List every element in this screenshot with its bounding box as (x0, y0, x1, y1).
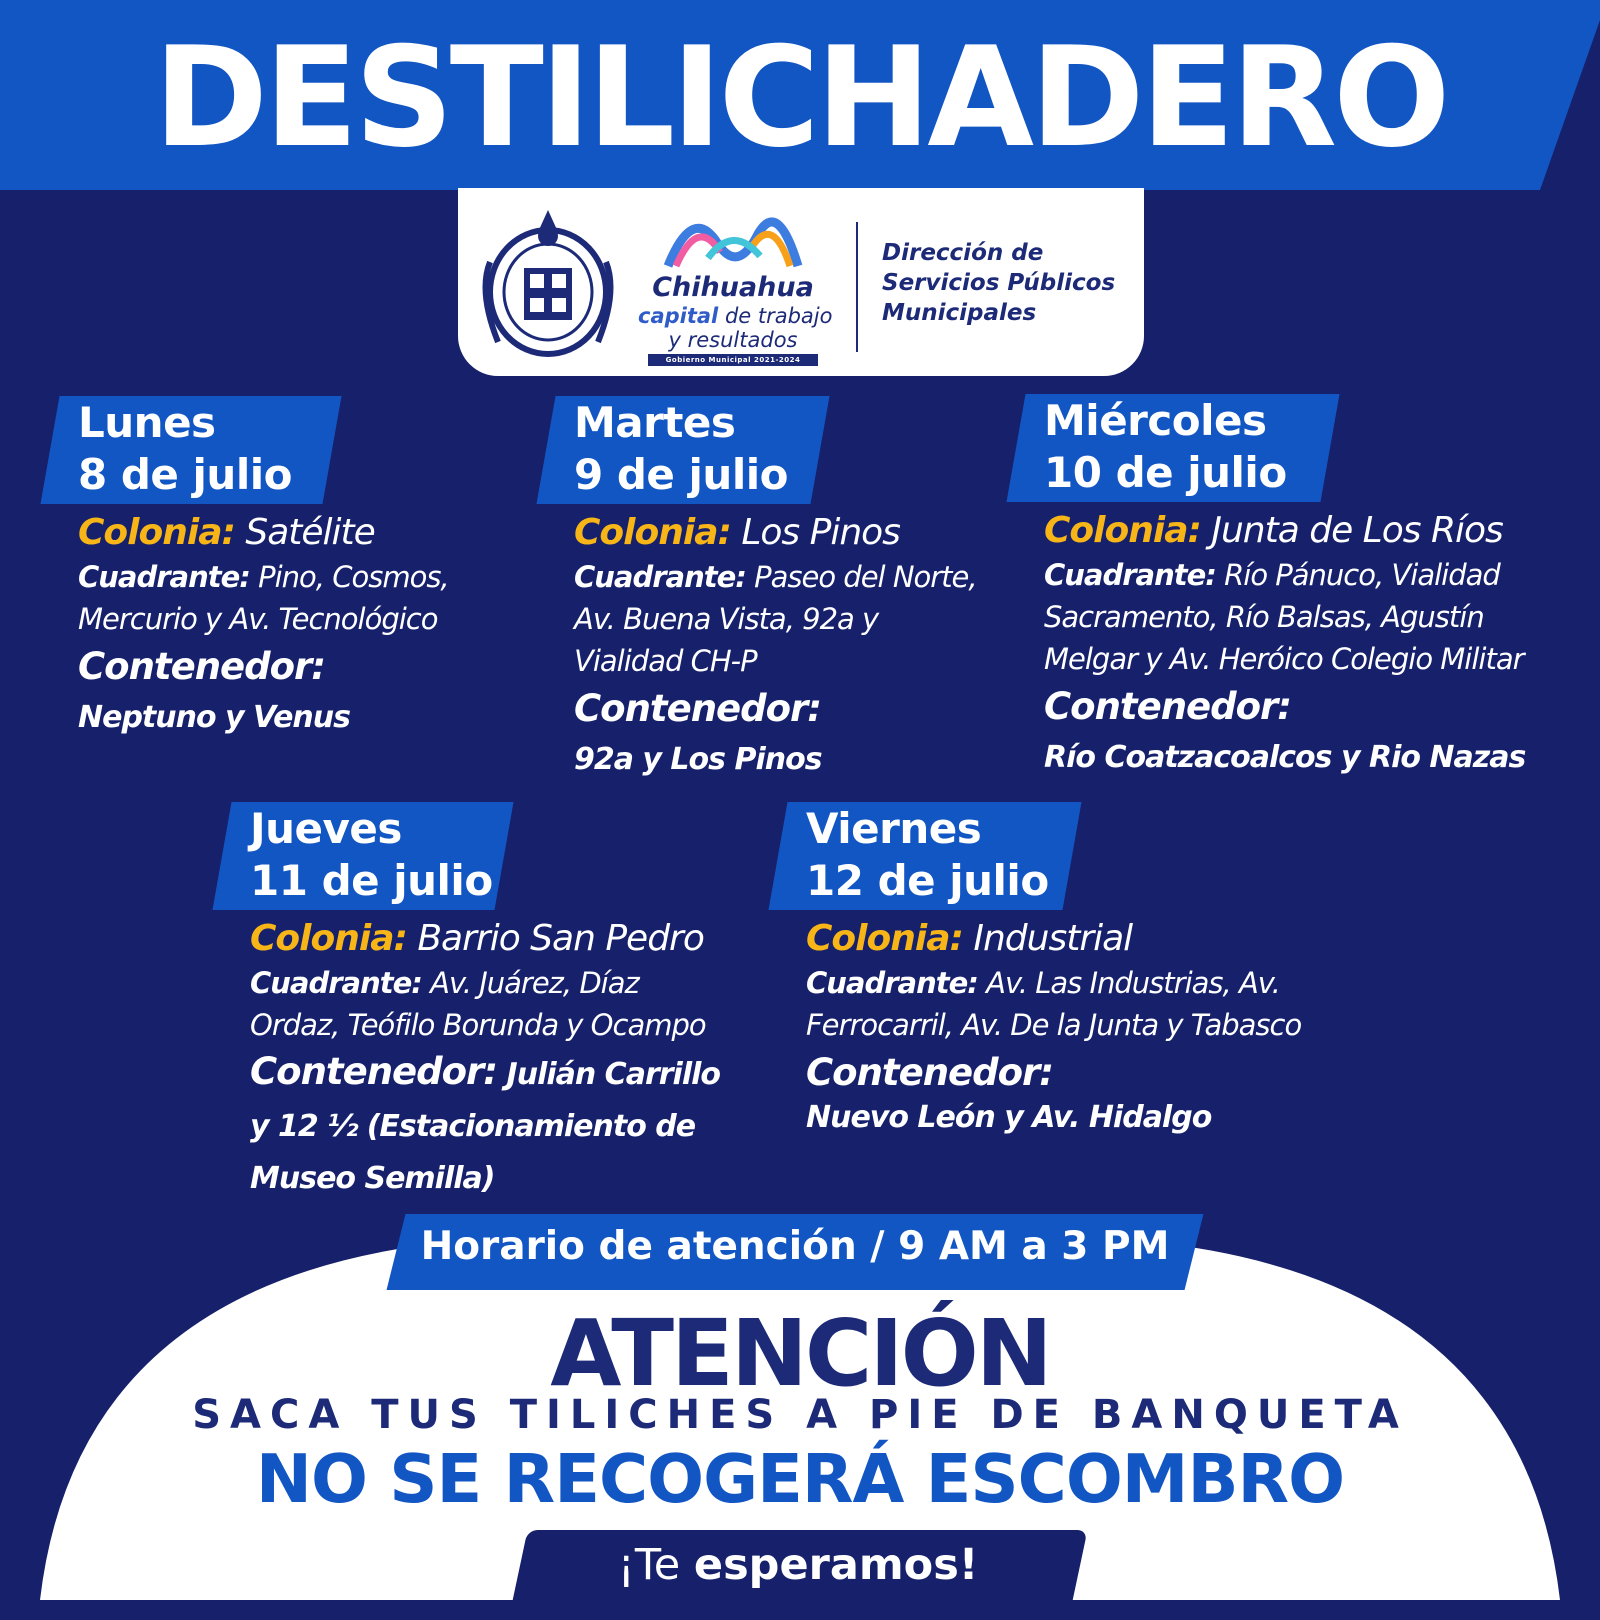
cuadrante-value: Pino, Cosmos, Mercurio y Av. Tecnológico (78, 560, 449, 636)
colonia-value: Barrio San Pedro (417, 918, 704, 959)
attention-title: ATENCIÓN (550, 1300, 1050, 1407)
hours-text: Horario de atención / 9 AM a 3 PM (420, 1224, 1170, 1269)
contenedor-value: Río Coatzacoalcos y Rio Nazas (1044, 740, 1526, 775)
contenedor-label: Contenedor: (806, 1051, 1054, 1094)
colonia-value: Los Pinos (741, 512, 900, 553)
contenedor-label: Contenedor: (78, 645, 326, 688)
day-name: Miércoles (1044, 396, 1267, 445)
page-title: DESTILICHADERO (153, 17, 1447, 178)
closing-text-bold: esperamos! (693, 1540, 979, 1590)
department-name: Dirección de Servicios Públicos Municipales (882, 240, 1116, 326)
closing-text (518, 1540, 1078, 1590)
contenedor-value: Nuevo León y Av. Hidalgo (806, 1100, 1212, 1135)
colonia-label: Colonia: (250, 918, 407, 959)
city-tagline-line2: y resultados (668, 328, 798, 352)
day-name: Lunes (78, 398, 216, 447)
colonia-label: Colonia: (1044, 510, 1201, 551)
cuadrante-value: Av. Juárez, Díaz Ordaz, Teófilo Borunda y Ocampo (250, 966, 706, 1042)
colonia-value: Industrial (973, 918, 1133, 959)
cuadrante-label: Cuadrante: (574, 560, 746, 594)
attention-instruction: SACA TUS TILICHES A PIE DE BANQUETA (192, 1392, 1408, 1438)
contenedor-label: Contenedor: (250, 1050, 498, 1093)
day-date: 12 de julio (806, 856, 1049, 905)
city-tagline-rest: de trabajo (718, 304, 833, 328)
contenedor-value: 92a y Los Pinos (574, 742, 822, 777)
colonia-value: Junta de Los Ríos (1211, 510, 1503, 551)
colonia-label: Colonia: (806, 918, 963, 959)
colonia-label: Colonia: (574, 512, 731, 553)
closing-text-light: ¡Te (617, 1540, 694, 1590)
day-date: 8 de julio (78, 450, 292, 499)
contenedor-value: Neptuno y Venus (78, 700, 350, 735)
contenedor-value: Julián Carrillo y 12 ½ (Estacionamiento de Museo Semilla) (250, 1057, 720, 1196)
cuadrante-label: Cuadrante: (806, 966, 978, 1000)
cuadrante-value: Paseo del Norte, Av. Buena Vista, 92a y Vialidad CH-P (574, 560, 977, 678)
attention-warning: NO SE RECOGERÁ ESCOMBRO (255, 1440, 1345, 1518)
cuadrante-label: Cuadrante: (250, 966, 422, 1000)
colonia-value: Satélite (245, 512, 375, 553)
day-name: Jueves (250, 804, 402, 853)
cuadrante-label: Cuadrante: (1044, 558, 1216, 592)
cuadrante-label: Cuadrante: (78, 560, 250, 594)
day-name: Viernes (806, 804, 982, 853)
contenedor-label: Contenedor: (1044, 685, 1292, 728)
day-date: 9 de julio (574, 450, 788, 499)
city-name: Chihuahua (652, 272, 814, 303)
contenedor-label: Contenedor: (574, 687, 822, 730)
colonia-label: Colonia: (78, 512, 235, 553)
day-date: 10 de julio (1044, 448, 1287, 497)
cuadrante-value: Av. Las Industrias, Av. Ferrocarril, Av. De la Junta y Tabasco (806, 966, 1302, 1042)
government-period: Gobierno Municipal 2021-2024 (648, 354, 818, 366)
city-tagline-highlight: capital (638, 304, 719, 328)
day-date: 11 de julio (250, 856, 493, 905)
day-name: Martes (574, 398, 736, 447)
cuadrante-value: Río Pánuco, Vialidad Sacramento, Río Balsas, Agustín Melgar y Av. Heróico Colegio Militar (1044, 558, 1524, 676)
